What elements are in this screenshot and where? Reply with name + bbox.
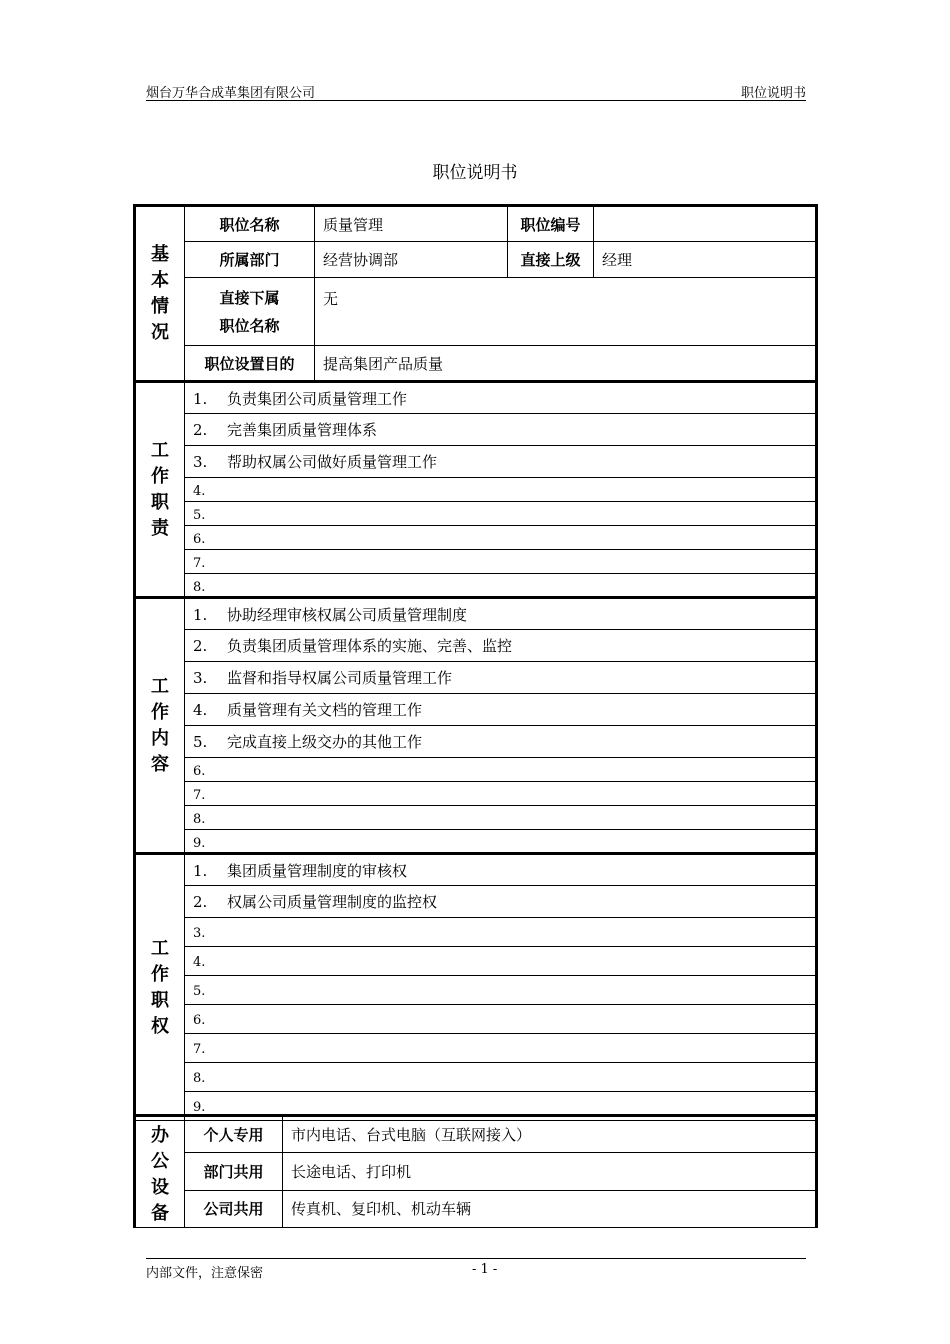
header-doc-type: 职位说明书: [740, 86, 806, 101]
list-item: 8.: [185, 574, 817, 598]
subordinate: 无: [315, 278, 817, 346]
list-item: 8.: [185, 1063, 817, 1092]
section-authority: 工 作 职 权: [135, 854, 185, 1121]
position-code-label: 职位编号: [508, 206, 594, 242]
page-title: 职位说明书: [432, 163, 518, 183]
dept-label: 所属部门: [185, 242, 315, 278]
equipment-value: 市内电话、台式电脑（互联网接入）: [283, 1116, 817, 1153]
superior: 经理: [594, 242, 817, 278]
list-item: 1. 负责集团公司质量管理工作: [185, 382, 817, 414]
list-item: 8.: [185, 806, 817, 830]
footer-rule: [146, 1258, 806, 1259]
section-duties: 工 作 职 责: [135, 382, 185, 598]
list-item: 9.: [185, 830, 817, 854]
list-item: 7.: [185, 782, 817, 806]
equipment-label: 个人专用: [185, 1116, 283, 1153]
subordinate-label: 直接下属 职位名称: [185, 278, 315, 346]
position-name-label: 职位名称: [185, 206, 315, 242]
purpose-label: 职位设置目的: [185, 346, 315, 382]
equipment-label: 公司共用: [185, 1190, 283, 1227]
list-item: 3.: [185, 918, 817, 947]
list-item: 2. 权属公司质量管理制度的监控权: [185, 886, 817, 918]
header-rule: [146, 100, 806, 101]
position-name: 质量管理: [315, 206, 508, 242]
list-item: 6.: [185, 526, 817, 550]
list-item: 9.: [185, 1092, 817, 1121]
dept: 经营协调部: [315, 242, 508, 278]
section-content: 工 作 内 容: [135, 598, 185, 854]
footer-note: 内部文件，注意保密: [146, 1266, 264, 1281]
duties-table: [133, 380, 818, 598]
content-table: [133, 596, 818, 854]
authority-table: [133, 852, 818, 1121]
equipment-value: 长途电话、打印机: [283, 1153, 817, 1190]
page-number: - 1 -: [472, 1262, 498, 1277]
list-item: 3. 监督和指导权属公司质量管理工作: [185, 662, 817, 694]
basic-info-table: [133, 204, 818, 382]
section-equipment: 办 公 设 备: [135, 1116, 185, 1228]
list-item: 1. 集团质量管理制度的审核权: [185, 854, 817, 886]
list-item: 7.: [185, 1034, 817, 1063]
list-item: 4.: [185, 947, 817, 976]
equipment-value: 传真机、复印机、机动车辆: [283, 1190, 817, 1227]
list-item: 1. 协助经理审核权属公司质量管理制度: [185, 598, 817, 630]
list-item: 4.: [185, 478, 817, 502]
equipment-label: 部门共用: [185, 1153, 283, 1190]
list-item: 2. 负责集团质量管理体系的实施、完善、监控: [185, 630, 817, 662]
section-basic: 基 本 情 况: [135, 206, 185, 382]
list-item: 3. 帮助权属公司做好质量管理工作: [185, 446, 817, 478]
list-item: 6.: [185, 758, 817, 782]
superior-label: 直接上级: [508, 242, 594, 278]
list-item: 4. 质量管理有关文档的管理工作: [185, 694, 817, 726]
list-item: 7.: [185, 550, 817, 574]
header-company: 烟台万华合成革集团有限公司: [146, 86, 316, 101]
list-item: 5. 完成直接上级交办的其他工作: [185, 726, 817, 758]
list-item: 5.: [185, 976, 817, 1005]
list-item: 5.: [185, 502, 817, 526]
equipment-table: [133, 1114, 818, 1228]
position-code: [594, 206, 817, 242]
purpose: 提高集团产品质量: [315, 346, 817, 382]
list-item: 2. 完善集团质量管理体系: [185, 414, 817, 446]
list-item: 6.: [185, 1005, 817, 1034]
